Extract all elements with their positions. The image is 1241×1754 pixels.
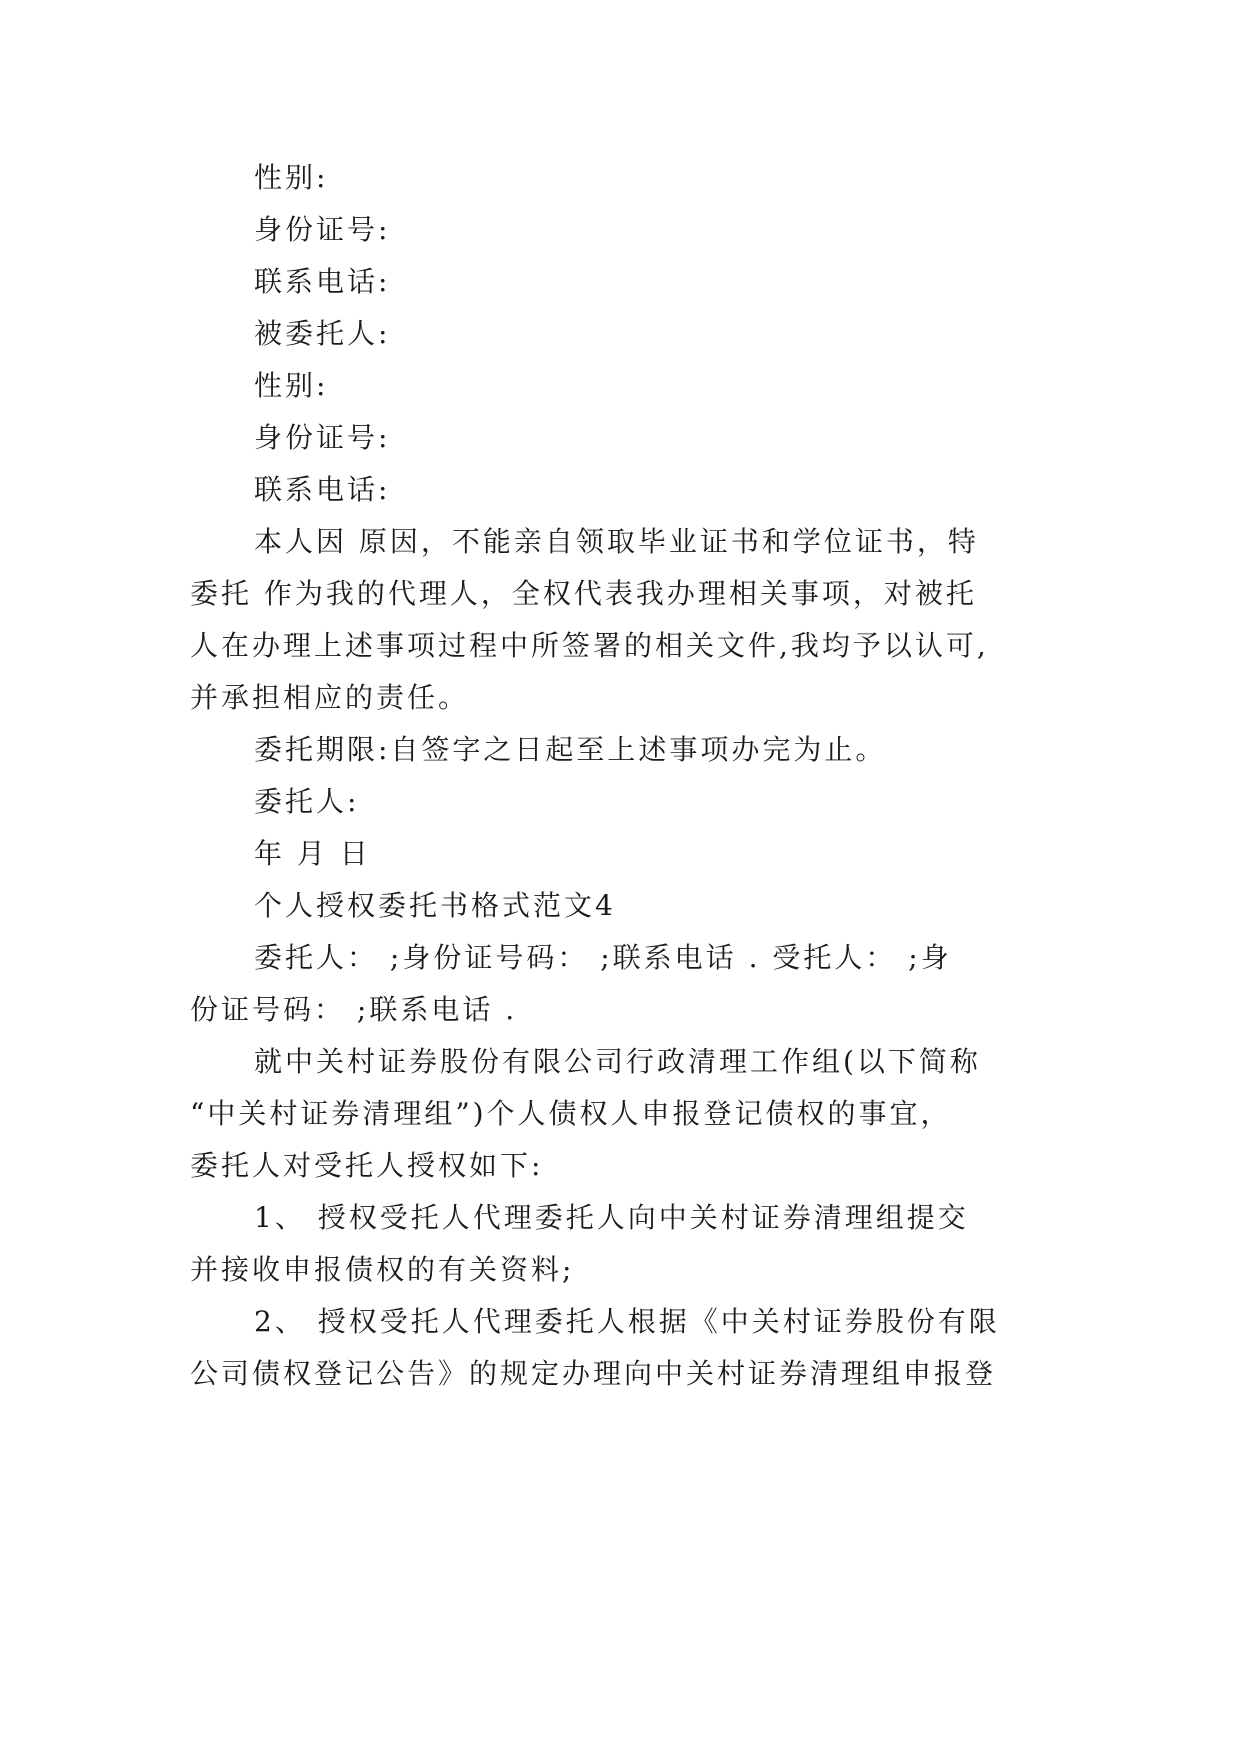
principal-signature: 委托人: bbox=[254, 785, 360, 818]
item-2-line: 公司债权登记公告》的规定办理向中关村证券清理组申报登 bbox=[190, 1357, 997, 1390]
sex-label-1: 性别: bbox=[254, 161, 329, 194]
section-title: 个人授权委托书格式范文4 bbox=[254, 889, 616, 922]
sex-label-2: 性别: bbox=[254, 369, 329, 402]
phone-label-2: 联系电话: bbox=[254, 473, 391, 506]
parties-paragraph-line: 委托人： ;身份证号码： ;联系电话 . 受托人： ;身 bbox=[254, 941, 952, 974]
reason-paragraph-line: 本人因 原因，不能亲自领取毕业证书和学位证书，特 bbox=[254, 525, 979, 558]
id-number-label-1: 身份证号: bbox=[254, 213, 391, 246]
matter-paragraph-line: “中关村证券清理组”)个人债权人申报登记债权的事宜， bbox=[190, 1097, 952, 1130]
item-1-line: 并接收申报债权的有关资料; bbox=[190, 1253, 575, 1286]
matter-paragraph-line: 就中关村证券股份有限公司行政清理工作组(以下简称 bbox=[254, 1045, 981, 1078]
reason-paragraph-line: 委托 作为我的代理人，全权代表我办理相关事项，对被托 bbox=[190, 577, 977, 610]
date-line: 年 月 日 bbox=[254, 837, 371, 870]
item-1-line: 1、 授权受托人代理委托人向中关村证券清理组提交 bbox=[254, 1201, 969, 1234]
term-paragraph: 委托期限:自签字之日起至上述事项办完为止。 bbox=[254, 733, 887, 766]
phone-label-1: 联系电话: bbox=[254, 265, 391, 298]
trustee-label: 被委托人: bbox=[254, 317, 391, 350]
reason-paragraph-line: 人在办理上述事项过程中所签署的相关文件,我均予以认可, bbox=[190, 629, 989, 662]
item-2-line: 2、 授权受托人代理委托人根据《中关村证券股份有限 bbox=[254, 1305, 1000, 1338]
reason-paragraph-line: 并承担相应的责任。 bbox=[190, 681, 470, 714]
matter-paragraph-line: 委托人对受托人授权如下: bbox=[190, 1149, 544, 1182]
id-number-label-2: 身份证号: bbox=[254, 421, 391, 454]
parties-paragraph-line: 份证号码： ;联系电话 . bbox=[190, 993, 518, 1026]
